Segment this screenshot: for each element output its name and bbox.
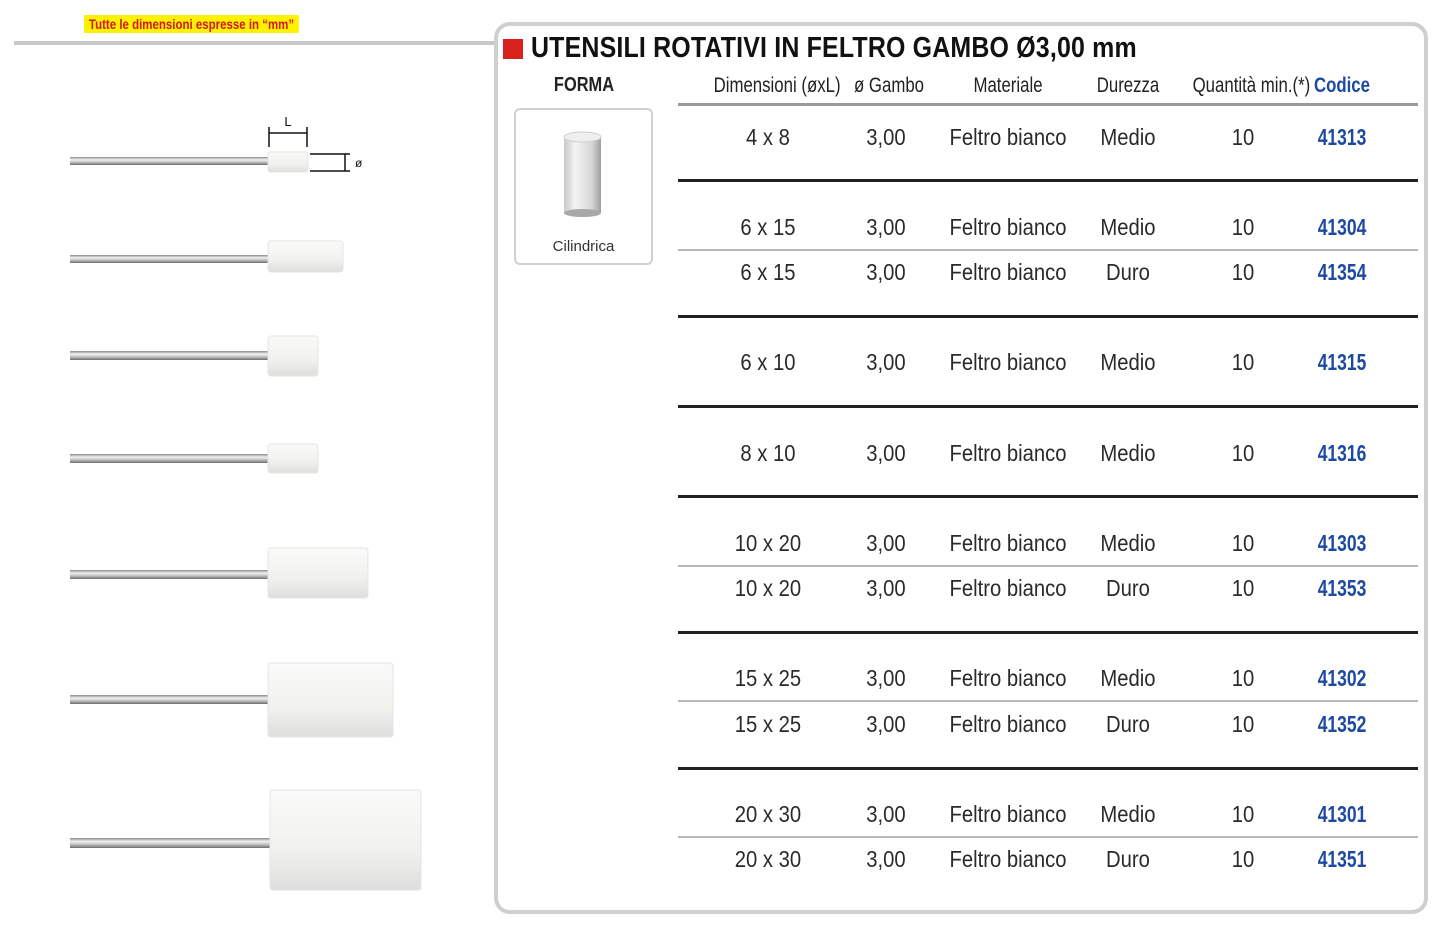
cell-codice[interactable]: 41304 (1317, 214, 1367, 240)
cell-materiale: Feltro bianco (949, 124, 1067, 150)
cell-materiale: Feltro bianco (949, 665, 1067, 691)
cell-dimensioni: 6 x 15 (740, 259, 796, 285)
row-divider (678, 249, 1418, 251)
cell-durezza: Medio (1100, 440, 1156, 466)
cell-durezza: Medio (1100, 665, 1156, 691)
title-marker (503, 39, 523, 59)
cell-durezza: Medio (1100, 349, 1156, 375)
diameter-label: ø (355, 156, 363, 170)
cell-dimensioni: 4 x 8 (746, 124, 790, 150)
cell-gambo: 3,00 (866, 349, 906, 375)
tool-drawing-6x15 (70, 241, 343, 272)
cell-materiale: Feltro bianco (949, 214, 1067, 240)
col-header-gambo: ø Gambo (854, 74, 925, 97)
cell-quantita: 10 (1231, 801, 1255, 827)
cell-gambo: 3,00 (866, 530, 906, 556)
cell-durezza: Duro (1106, 259, 1150, 285)
cell-gambo: 3,00 (866, 801, 906, 827)
page-title: UTENSILI ROTATIVI IN FELTRO GAMBO Ø3,00 mm (531, 32, 1137, 64)
cell-materiale: Feltro bianco (949, 440, 1067, 466)
cell-dimensioni: 15 x 25 (734, 711, 802, 737)
cell-dimensioni: 6 x 15 (740, 214, 796, 240)
cell-dimensioni: 10 x 20 (734, 575, 802, 601)
forma-header: FORMA (553, 74, 615, 96)
cell-codice[interactable]: 41352 (1317, 711, 1367, 737)
col-header-durezza: Durezza (1096, 74, 1160, 97)
cell-durezza: Medio (1100, 124, 1156, 150)
col-header-quantita: Quantità min.(*) (1192, 74, 1311, 97)
cell-dimensioni: 6 x 10 (740, 349, 796, 375)
tool-drawing-10x20 (70, 548, 368, 598)
tool-drawings (0, 0, 490, 934)
col-header-codice: Codice (1313, 74, 1370, 97)
cell-codice[interactable]: 41354 (1317, 259, 1367, 285)
cell-gambo: 3,00 (866, 665, 906, 691)
cell-dimensioni: 10 x 20 (734, 530, 802, 556)
row-divider (678, 700, 1418, 702)
col-header-materiale: Materiale (973, 74, 1043, 97)
cell-quantita: 10 (1231, 530, 1255, 556)
group-divider (678, 495, 1418, 498)
cell-dimensioni: 15 x 25 (734, 665, 802, 691)
cell-codice[interactable]: 41316 (1317, 440, 1367, 466)
cell-dimensioni: 8 x 10 (740, 440, 796, 466)
group-divider (678, 767, 1418, 770)
dimensions-note: Tutte le dimensioni espresse in “mm” (84, 15, 299, 33)
group-divider (678, 179, 1418, 182)
cell-materiale: Feltro bianco (949, 530, 1067, 556)
cell-quantita: 10 (1231, 846, 1255, 872)
cell-gambo: 3,00 (866, 214, 906, 240)
cell-durezza: Medio (1100, 530, 1156, 556)
shape-label: Cilindrica (552, 238, 615, 255)
row-divider (678, 836, 1418, 838)
group-divider (678, 631, 1418, 634)
cell-quantita: 10 (1231, 575, 1255, 601)
cell-gambo: 3,00 (866, 846, 906, 872)
tool-drawing-4x8 (70, 114, 363, 172)
cell-quantita: 10 (1231, 349, 1255, 375)
cell-materiale: Feltro bianco (949, 801, 1067, 827)
cell-gambo: 3,00 (866, 124, 906, 150)
cell-materiale: Feltro bianco (949, 349, 1067, 375)
cell-codice[interactable]: 41351 (1317, 846, 1367, 872)
cell-gambo: 3,00 (866, 440, 906, 466)
tool-drawing-6x10 (70, 336, 318, 376)
cell-codice[interactable]: 41303 (1317, 530, 1367, 556)
cell-materiale: Feltro bianco (949, 846, 1067, 872)
cell-codice[interactable]: 41315 (1317, 349, 1367, 375)
tool-drawing-20x30 (70, 790, 421, 890)
cell-codice[interactable]: 41313 (1317, 124, 1367, 150)
cell-codice[interactable]: 41302 (1317, 665, 1367, 691)
cell-codice[interactable]: 41353 (1317, 575, 1367, 601)
cell-dimensioni: 20 x 30 (734, 846, 802, 872)
cell-materiale: Feltro bianco (949, 259, 1067, 285)
cell-durezza: Duro (1106, 575, 1150, 601)
cell-materiale: Feltro bianco (949, 711, 1067, 737)
cell-gambo: 3,00 (866, 711, 906, 737)
length-label: L (284, 114, 292, 129)
cell-materiale: Feltro bianco (949, 575, 1067, 601)
cell-durezza: Duro (1106, 846, 1150, 872)
row-divider (678, 565, 1418, 567)
header-divider (678, 103, 1418, 106)
cell-gambo: 3,00 (866, 259, 906, 285)
cell-quantita: 10 (1231, 665, 1255, 691)
cell-codice[interactable]: 41301 (1317, 801, 1367, 827)
group-divider (678, 315, 1418, 318)
cell-dimensioni: 20 x 30 (734, 801, 802, 827)
cell-durezza: Duro (1106, 711, 1150, 737)
cell-gambo: 3,00 (866, 575, 906, 601)
tool-drawing-8x10 (70, 444, 318, 473)
cell-quantita: 10 (1231, 124, 1255, 150)
group-divider (678, 405, 1418, 408)
cell-quantita: 10 (1231, 440, 1255, 466)
cell-quantita: 10 (1231, 214, 1255, 240)
cell-quantita: 10 (1231, 259, 1255, 285)
col-header-dimensioni: Dimensioni (øxL) (713, 74, 841, 97)
cell-durezza: Medio (1100, 801, 1156, 827)
tool-drawing-15x25 (70, 663, 393, 737)
cell-durezza: Medio (1100, 214, 1156, 240)
cell-quantita: 10 (1231, 711, 1255, 737)
